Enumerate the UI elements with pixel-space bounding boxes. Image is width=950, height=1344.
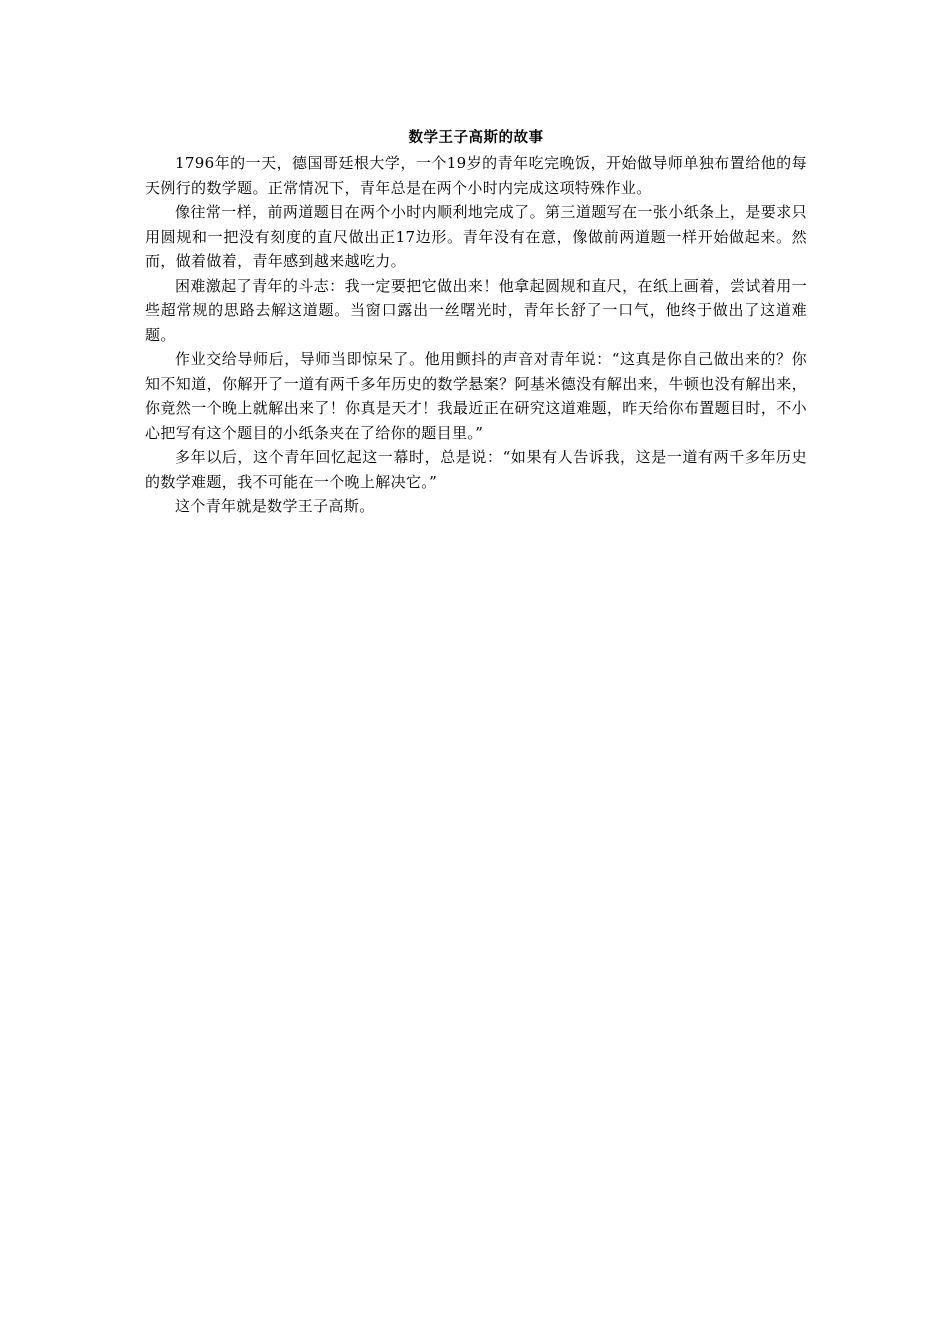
paragraph-3: 困难激起了青年的斗志：我一定要把它做出来！他拿起圆规和直尺，在纸上画着，尝试着用一些超常规的思路去解这道题。当窗口露出一丝曙光时，青年长舒了一口气，他终于做出了这道难题。 (145, 276, 807, 344)
paragraph-6: 这个青年就是数学王子高斯。 (175, 497, 375, 515)
paragraph-5: 多年以后，这个青年回忆起这一幕时，总是说：“如果有人告诉我，这是一道有两千多年历史的数学难题，我不可能在一个晚上解决它。” (145, 448, 807, 491)
paragraph-1: 1796年的一天，德国哥廷根大学，一个19岁的青年吃完晚饭，开始做导师单独布置给他的每天例行的数学题。正常情况下，青年总是在两个小时内完成这项特殊作业。 (145, 154, 807, 197)
document-page (145, 127, 807, 519)
paragraph-4: 作业交给导师后，导师当即惊呆了。他用颤抖的声音对青年说：“这真是你自己做出来的？你知不知道，你解开了一道有两千多年历史的数学悬案？阿基米德没有解出来，牛顿也没有解出来，你竟然一个晚上就解出来了！你真是天才！我最近正在研究这道难题，昨天给你布置题目时，不小心把写有这个题目的小纸条夹在了给你的题目里。” (145, 350, 807, 442)
document-title: 数学王子高斯的故事 (408, 129, 544, 146)
paragraph-2: 像往常一样，前两道题目在两个小时内顺利地完成了。第三道题写在一张小纸条上，是要求只用圆规和一把没有刻度的直尺做出正17边形。青年没有在意，像做前两道题一样开始做起来。然而，做着做着，青年感到越来越吃力。 (145, 203, 807, 270)
